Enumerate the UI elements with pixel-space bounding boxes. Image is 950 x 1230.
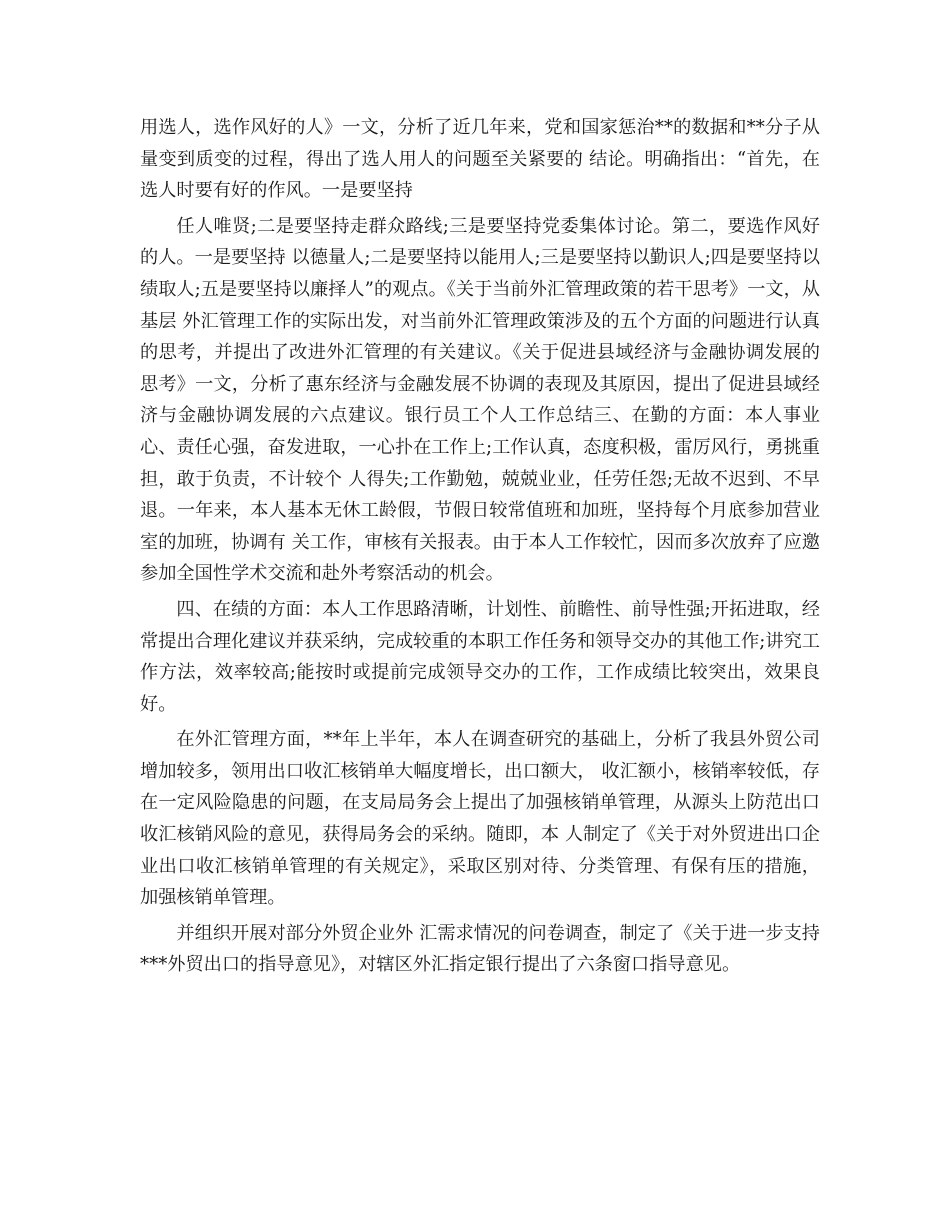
paragraph-2: 任人唯贤;二是要坚持走群众路线;三是要坚持党委集体讨论。第二，要选作风好的人。一是要坚持 以德量人;二是要坚持以能用人;三是要坚持以勤识人;四是要坚持以绩取人;五是要坚持以廉择人”的观点。《关于当前外汇管理政策的若干思考》一文，从基层 外汇管理工作的实际出发，对当前外汇管理政策涉及的五个方面的问题进行认真的思考，并提出了改进外汇管理的有关建议。《关于促进县域经济与金融协调发展的 思考》一文，分析了惠东经济与金融发展不协调的表现及其原因，提出了促进县域经济与金融协调发展的六点建议。银行员工个人工作总结三、在勤的方面：本人事业心、责任心强，奋发进取，一心扑在工作上;工作认真，态度积极，雷厉风行，勇挑重担，敢于负责，不计较个 人得失;工作勤勉，兢兢业业，任劳任怨;无故不迟到、不早退。一年来，本人基本无休工龄假，节假日较常值班和加班，坚持每个月底参加营业室的加班，协调有 关工作，审核有关报表。由于本人工作较忙，因而多次放弃了应邀参加全国性学术交流和赴外考察活动的机会。 [140,215,820,585]
paragraph-3: 四、在绩的方面：本人工作思路清晰，计划性、前瞻性、前导性强;开拓进取，经常提出合理化建议并获采纳，完成较重的本职工作任务和领导交办的其他工作;讲究工作方法，效率较高;能按时或提前完成领导交办的工作，工作成绩比较突出，效果良好。 [140,598,820,715]
paragraph-4: 在外汇管理方面，**年上半年，本人在调查研究的基础上，分析了我县外贸公司增加较多，领用出口收汇核销单大幅度增长，出口额大， 收汇额小，核销率较低，存在一定风险隐患的问题，在支局局务会上提出了加强核销单管理，从源头上防范出口收汇核销风险的意见，获得局务会的采纳。随即，本 人制定了《关于对外贸进出口企业出口收汇核销单管理的有关规定》，采取区别对待、分类管理、有保有压的措施，加强核销单管理。 [140,729,820,909]
paragraph-1: 用选人，选作风好的人》一文，分析了近几年来，党和国家惩治**的数据和**分子从量变到质变的过程，得出了选人用人的问题至关紧要的 结论。明确指出：“首先，在选人时要有好的作风。一是要坚持 [140,117,820,202]
paragraph-5: 并组织开展对部分外贸企业外 汇需求情况的问卷调查，制定了《关于进一步支持***外贸出口的指导意见》，对辖区外汇指定银行提出了六条窗口指导意见。 [140,922,820,976]
document-page [140,112,820,985]
